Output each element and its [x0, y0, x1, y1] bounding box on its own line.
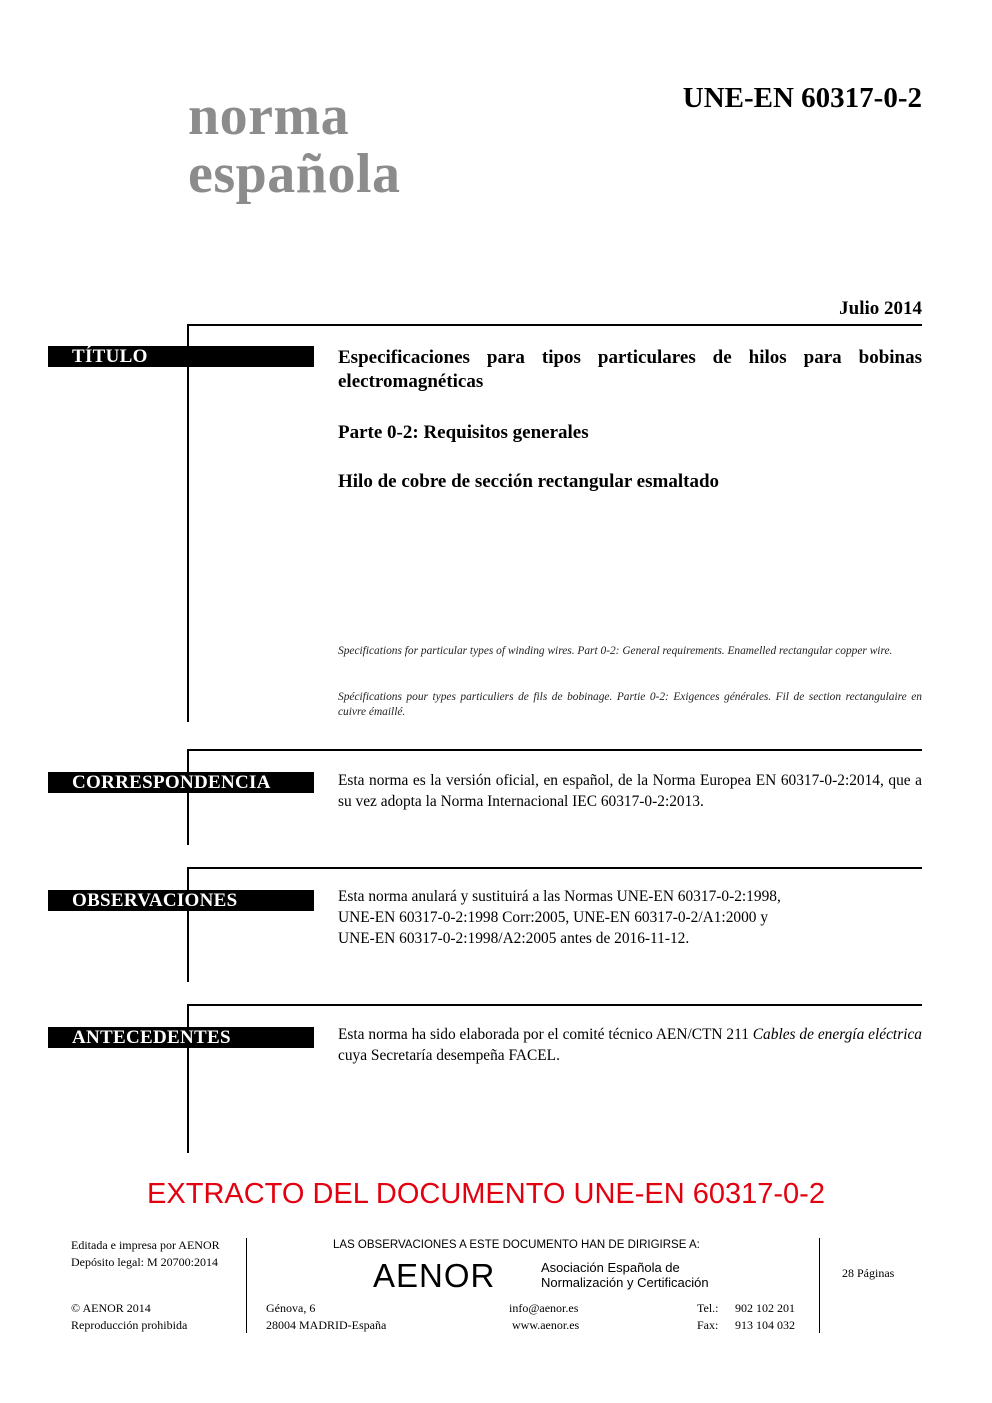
- aenor-org-line: Asociación Española de: [541, 1260, 680, 1275]
- aenor-org-name: [541, 1260, 709, 1290]
- aenor-logo: AENOR: [373, 1257, 496, 1294]
- footer-copyright: © AENOR 2014: [71, 1301, 151, 1315]
- aenor-org-line: Normalización y Certificación: [541, 1275, 709, 1290]
- footer-tel: 902 102 201: [735, 1301, 795, 1315]
- section-label-correspondencia: CORRESPONDENCIA: [48, 772, 314, 793]
- correspondencia-text: Esta norma es la versión oficial, en español, de la Norma Europea EN 60317-0-2:2014, que a su vez adopta la Norma Internacional IEC 60317-0-2:2013.: [338, 772, 922, 810]
- section-label-antecedentes: ANTECEDENTES: [48, 1027, 314, 1048]
- footer-city: 28004 MADRID-España: [266, 1318, 387, 1332]
- footer-fax: 913 104 032: [735, 1318, 795, 1332]
- section-divider-antecedentes: [188, 1004, 922, 1006]
- title-main: Especificaciones para tipos particulares de hilos para bobinas electromagnéticas: [338, 347, 922, 392]
- brand-line-2: española: [188, 143, 401, 205]
- section-divider-correspondencia: [188, 749, 922, 751]
- observaciones-line: UNE-EN 60317-0-2:1998/A2:2005 antes de 2016-11-12.: [338, 930, 690, 947]
- title-english: Specifications for particular types of winding wires. Part 0-2: General requirements. Enamelled rectangular copper wire.: [338, 645, 893, 657]
- footer-edited: Editada e impresa por AENOR: [71, 1238, 220, 1252]
- section-divider-titulo: [188, 324, 922, 326]
- section-label-observaciones: OBSERVACIONES: [48, 890, 314, 911]
- section-label-titulo: TÍTULO: [48, 346, 314, 367]
- title-part: Parte 0-2: Requisitos generales: [338, 422, 589, 443]
- antecedentes-committee-name: Cables de energía eléctrica: [752, 1026, 922, 1043]
- section-vertical-correspondencia: [187, 749, 189, 845]
- observaciones-line: UNE-EN 60317-0-2:1998 Corr:2005, UNE-EN 60317-0-2/A1:2000 y: [338, 909, 769, 926]
- footer-web[interactable]: www.aenor.es: [512, 1318, 580, 1332]
- footer-divider-left: [246, 1238, 247, 1333]
- observaciones-text: [338, 886, 922, 949]
- section-divider-observaciones: [188, 867, 922, 869]
- brand-line-1: norma: [188, 85, 350, 147]
- footer-email[interactable]: info@aenor.es: [509, 1301, 579, 1315]
- title-subtitle: Hilo de cobre de sección rectangular esmaltado: [338, 471, 720, 492]
- extract-notice: EXTRACTO DEL DOCUMENTO UNE-EN 60317-0-2: [147, 1178, 825, 1210]
- section-vertical-titulo: [187, 324, 189, 722]
- footer-reproduction: Reproducción prohibida: [71, 1318, 188, 1332]
- footer-divider-right: [819, 1238, 820, 1333]
- antecedentes-text-before: Esta norma ha sido elaborada por el comité técnico AEN/CTN 211: [338, 1026, 753, 1043]
- section-vertical-observaciones: [187, 867, 189, 982]
- footer-observations-header: LAS OBSERVACIONES A ESTE DOCUMENTO HAN DE DIRIGIRSE A:: [333, 1239, 700, 1251]
- publication-date: Julio 2014: [839, 298, 922, 319]
- observaciones-line: Esta norma anulará y sustituirá a las Normas UNE-EN 60317-0-2:1998,: [338, 888, 781, 905]
- footer-street: Génova, 6: [266, 1301, 316, 1315]
- antecedentes-text: [338, 1024, 922, 1066]
- standard-code: UNE-EN 60317-0-2: [682, 82, 922, 114]
- footer-tel-label: Tel.:: [697, 1301, 719, 1315]
- footer-deposit: Depósito legal: M 20700:2014: [71, 1255, 218, 1269]
- footer-page-count: 28 Páginas: [842, 1266, 895, 1280]
- antecedentes-text-after: cuya Secretaría desempeña FACEL.: [338, 1047, 560, 1064]
- title-french: Spécifications pour types particuliers de fils de bobinage. Partie 0-2: Exigences générales. Fil de section rectangulaire en cuivre émaillé.: [338, 691, 922, 718]
- footer-fax-label: Fax:: [697, 1318, 719, 1332]
